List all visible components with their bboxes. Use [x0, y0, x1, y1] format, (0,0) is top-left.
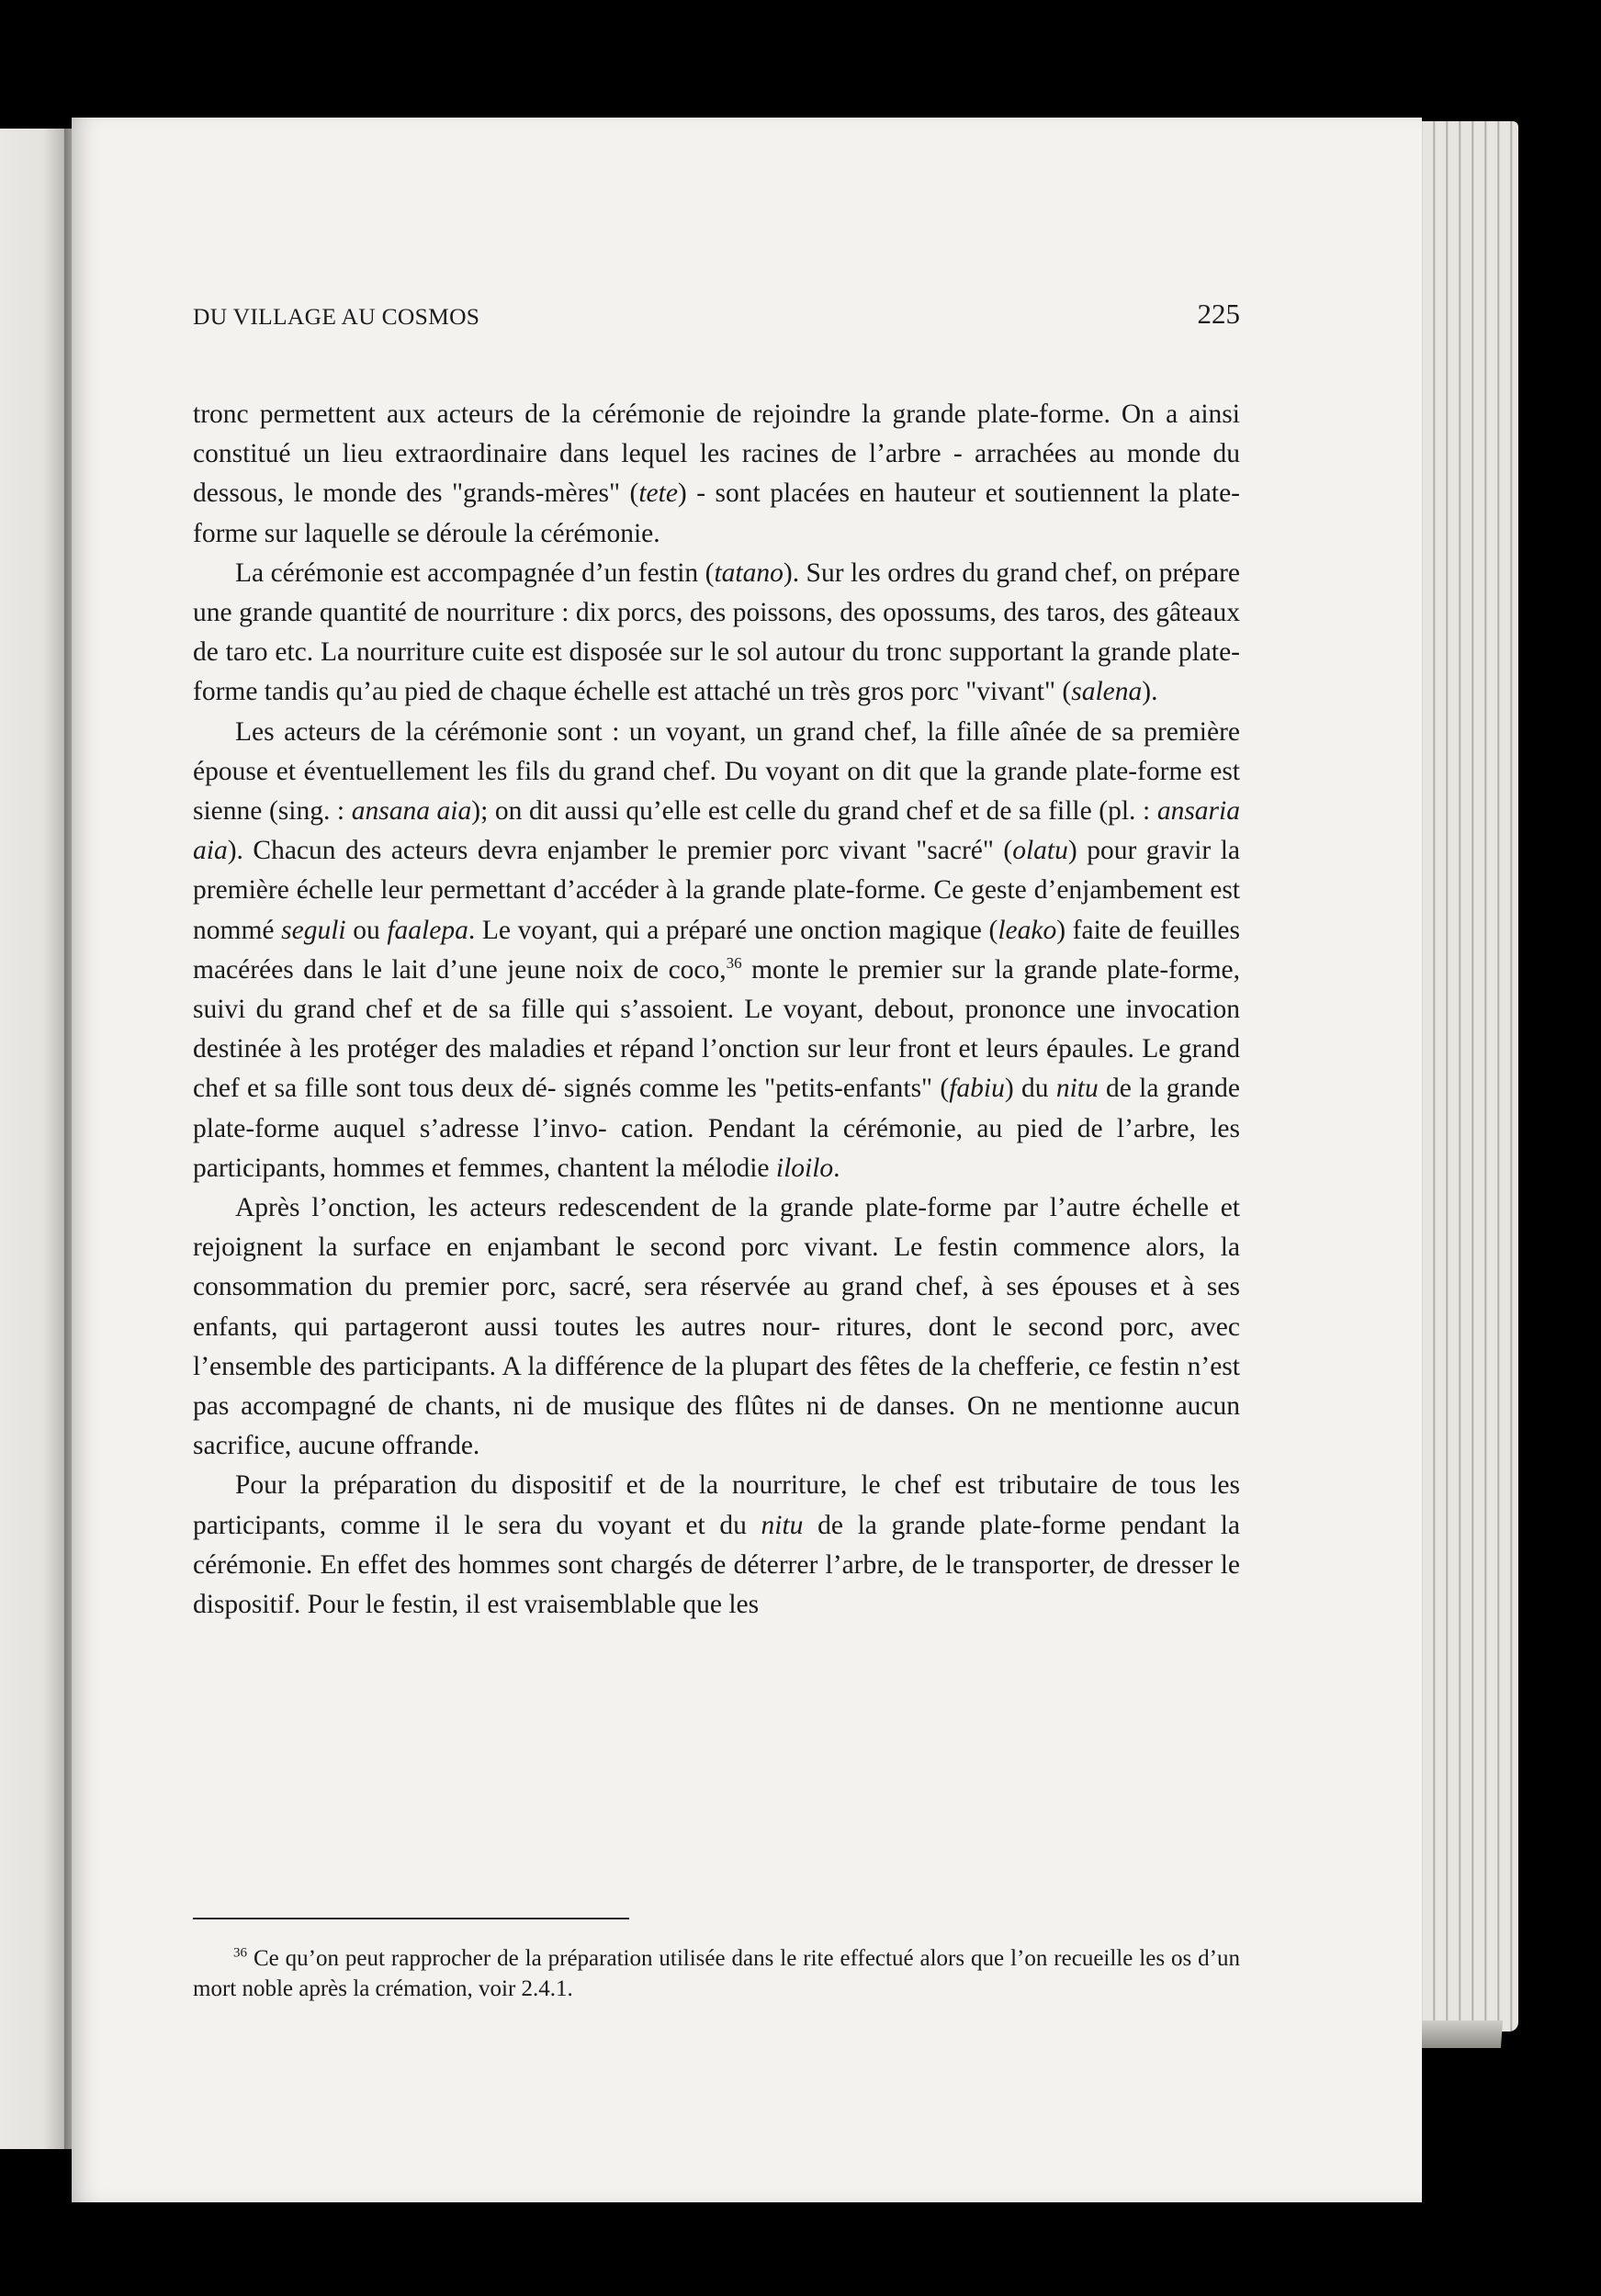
paragraph	[193, 1466, 1240, 1625]
text-run: monte le premier sur la grande plate-forme, suivi du grand chef et de sa fille qui s’assoient. Le voyant, debout, prononce une invocation destinée à les protéger des maladies et répand l’onction sur leur front et leurs épaules. Le grand chef et sa fille sont tous deux dé- signés comme les "petits-enfants" (	[193, 954, 1240, 1104]
italic-term: leako	[998, 915, 1057, 945]
italic-term: iloilo	[775, 1153, 834, 1183]
footnote-mark: 36	[233, 1945, 247, 1961]
italic-term: salena	[1071, 677, 1143, 707]
text-run: La cérémonie est accompagnée d’un festin (	[235, 557, 715, 588]
text-run: de la grande plate-forme auquel s’adresse l’invo- cation. Pendant la cérémonie, au pied de l’arbre, les participants, hommes et femmes, chantent la mélodie	[193, 1074, 1241, 1183]
text-run: Les acteurs de la cérémonie sont : un voyant, un grand chef, la fille aînée de sa première épouse et éventuellement les fils du grand chef. Du voyant on dit que la grande plate-forme est sienne (sing. :	[193, 716, 1240, 827]
italic-term: ansaria aia	[193, 796, 1240, 866]
paragraph	[193, 1188, 1240, 1466]
text-run: ). Chacun des acteurs devra enjamber le premier porc vivant "sacré" (	[227, 836, 1013, 866]
page-number: 225	[1197, 298, 1240, 330]
text-run: .	[833, 1153, 840, 1183]
italic-term: ansana aia	[351, 796, 472, 827]
footnote-36	[193, 1943, 1240, 2004]
running-head: DU VILLAGE AU COSMOS	[193, 303, 480, 330]
text-run: ) faite de feuilles macérées dans le lait d’une jeune noix de coco,	[193, 915, 1240, 985]
paragraph	[193, 554, 1240, 713]
footnote-ref: 36	[726, 954, 742, 973]
paragraph	[193, 395, 1240, 554]
body-text	[193, 395, 1240, 1625]
text-run: ).	[1142, 677, 1158, 707]
paragraph	[193, 713, 1240, 1188]
text-run: Pour la préparation du dispositif et de la nourriture, le chef est tributaire de tous les participants, comme il le sera du voyant et du	[193, 1470, 1240, 1540]
text-run: ); on dit aussi qu’elle est celle du grand chef et de sa fille (pl. :	[471, 796, 1157, 827]
footnote	[193, 1943, 1240, 2004]
text-run: de la grande plate-forme pendant la cérémonie. En effet des hommes sont chargés de déterrer l’arbre, de le transporter, de dresser le dispositif. Pour le festin, il est vraisemblable que les	[193, 1510, 1241, 1620]
facing-page-edge	[0, 129, 72, 2149]
text-run: ou	[345, 915, 388, 945]
italic-term: seguli	[281, 915, 346, 945]
text-run: ) pour gravir la première échelle leur permettant d’accéder à la grande plate-forme. Ce geste d’enjambement est nommé	[193, 836, 1240, 945]
page-block-edges	[1410, 121, 1518, 2032]
text-run: ) du	[1004, 1074, 1056, 1104]
italic-term: faalepa	[387, 915, 468, 945]
italic-term: fabiu	[949, 1074, 1005, 1104]
text-run: tronc permettent aux acteurs de la cérémonie de rejoindre la grande plate-forme. On a ainsi constitué un lieu extraordinaire dans lequel les racines de l’arbre - arrachées au monde du dessous, le monde des "grands-mères" (	[193, 400, 1240, 509]
italic-term: olatu	[1012, 836, 1068, 866]
text-run: . Le voyant, qui a préparé une onction magique (	[468, 915, 998, 945]
footnote-rule	[193, 1918, 629, 1919]
italic-term: nitu	[1055, 1074, 1099, 1104]
italic-term: nitu	[761, 1510, 804, 1540]
footnote-text: Ce qu’on peut rapprocher de la préparation utilisée dans le rite effectué alors que l’on recueille les os d’un mort noble après la crémation, voir 2.4.1.	[193, 1946, 1240, 2001]
text-run: ) - sont placées en hauteur et soutiennent la plate-forme sur laquelle se déroule la cérémonie.	[193, 478, 1240, 548]
italic-term: tete	[638, 478, 678, 509]
text-run: Après l’onction, les acteurs redescendent de la grande plate-forme par l’autre échelle et rejoignent la surface en enjambant le second porc vivant. Le festin commence alors, la consommation du premier porc, sacré, sera réservée au grand chef, à ses épouses et à ses enfants, qui partageront aussi toutes les autres nour- ritures, dont le second porc, avec l’ensemble des participants. A la différence de la plupart des fêtes de la chefferie, ce festin n’est pas accompagné de chants, ni de musique des flûtes ni de danses. On ne mentionne aucun sacrifice, aucune offrande.	[193, 1193, 1240, 1461]
text-run: ). Sur les ordres du grand chef, on prépare une grande quantité de nourriture : dix porcs, des poissons, des opossums, des taros, des gâteaux de taro etc. La nourriture cuite est disposée sur le sol autour du tronc supportant la grande plate-forme tandis qu’au pied de chaque échelle est attaché un très gros porc "vivant" (	[193, 557, 1240, 707]
page-header	[193, 298, 1240, 340]
italic-term: tatano	[714, 557, 784, 588]
